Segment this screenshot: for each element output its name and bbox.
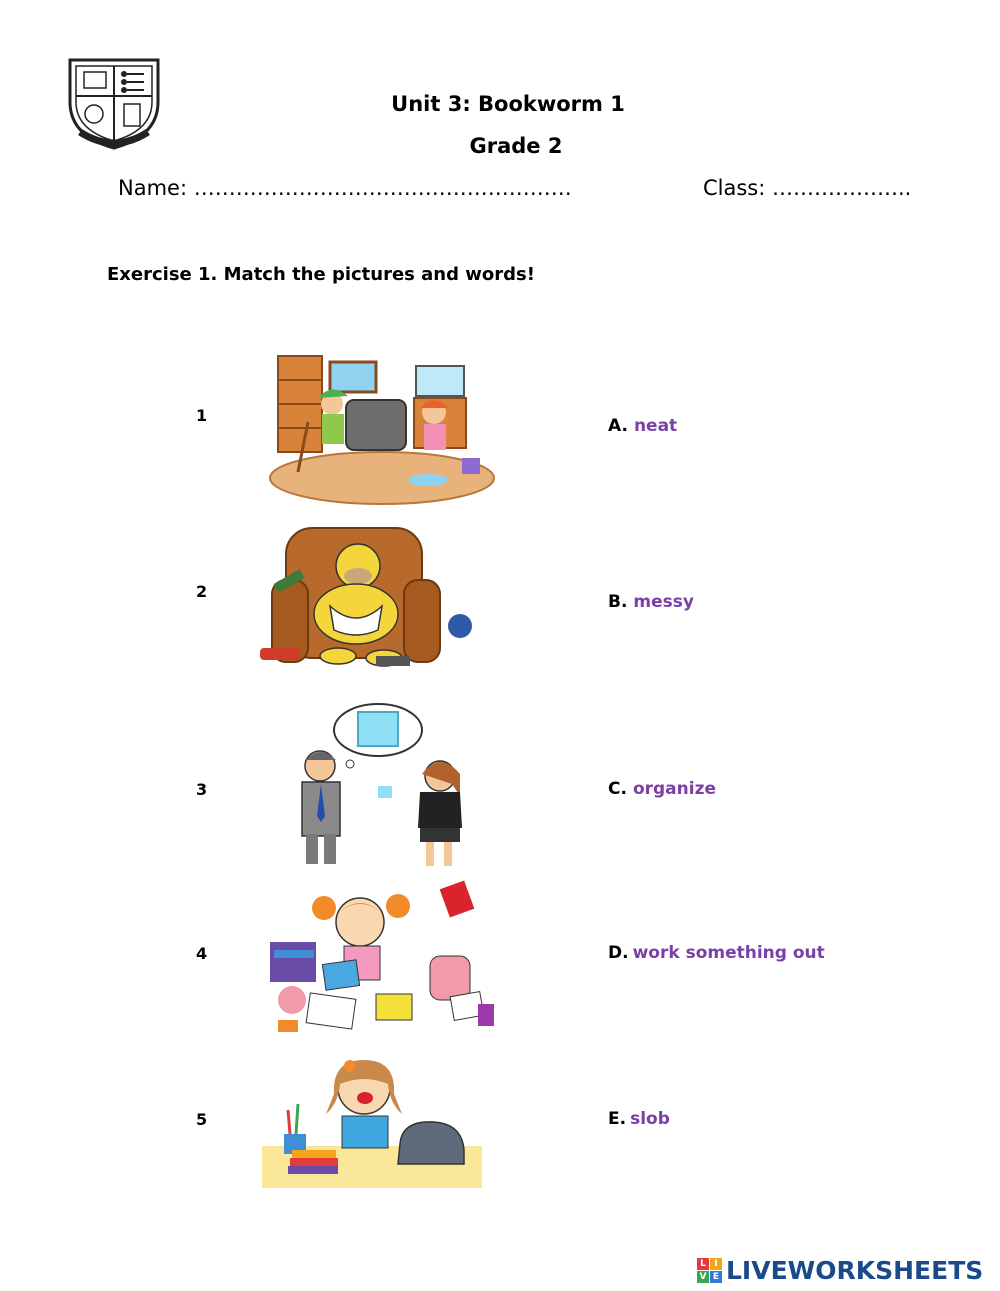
option-a-letter: A. [608, 416, 628, 436]
girl-at-tidy-desk-picture[interactable] [262, 1054, 482, 1188]
option-c-word[interactable]: organize [632, 779, 716, 799]
option-e-word[interactable]: slob [630, 1109, 670, 1129]
girl-messy-toys-picture[interactable] [264, 878, 496, 1034]
option-b [608, 592, 694, 612]
option-a-word[interactable]: neat [633, 416, 678, 436]
liveworksheets-tiles-icon [697, 1258, 722, 1283]
liveworksheets-logo[interactable] [697, 1255, 983, 1285]
item-number-5: 5 [196, 1110, 208, 1129]
option-c [608, 779, 716, 799]
exercise-title: Exercise 1. Match the pictures and words! [107, 264, 535, 285]
name-field[interactable]: Name: ……………………………………………… [118, 176, 572, 200]
item-number-4: 4 [196, 944, 208, 963]
option-e [608, 1109, 670, 1129]
option-e-letter: E. [608, 1109, 627, 1129]
option-a [608, 416, 677, 436]
option-b-letter: B. [608, 592, 628, 612]
item-number-2: 2 [196, 582, 208, 601]
man-on-couch-picture[interactable] [254, 526, 480, 672]
option-d [608, 943, 825, 963]
liveworksheets-brand-text: LIVEWORKSHEETS [726, 1255, 984, 1285]
option-d-separator: . [622, 943, 629, 963]
man-woman-puzzle-picture[interactable] [292, 704, 470, 868]
class-field[interactable]: Class: ……………….. [703, 176, 912, 200]
item-number-1: 1 [196, 406, 208, 425]
tile-l: L [697, 1258, 709, 1270]
kids-cleaning-room-picture[interactable] [268, 352, 496, 508]
option-d-word[interactable]: work something out [632, 943, 825, 963]
option-b-word[interactable]: messy [633, 592, 694, 612]
grade-label: Grade 2 [469, 134, 563, 158]
worksheet-title: Unit 3: Bookworm 1 [391, 92, 625, 116]
option-c-letter: C. [608, 779, 627, 799]
tile-i: I [710, 1258, 722, 1270]
item-number-3: 3 [196, 780, 208, 799]
option-d-letter: D [608, 943, 623, 963]
tile-v: V [697, 1271, 709, 1283]
tile-e: E [710, 1271, 722, 1283]
